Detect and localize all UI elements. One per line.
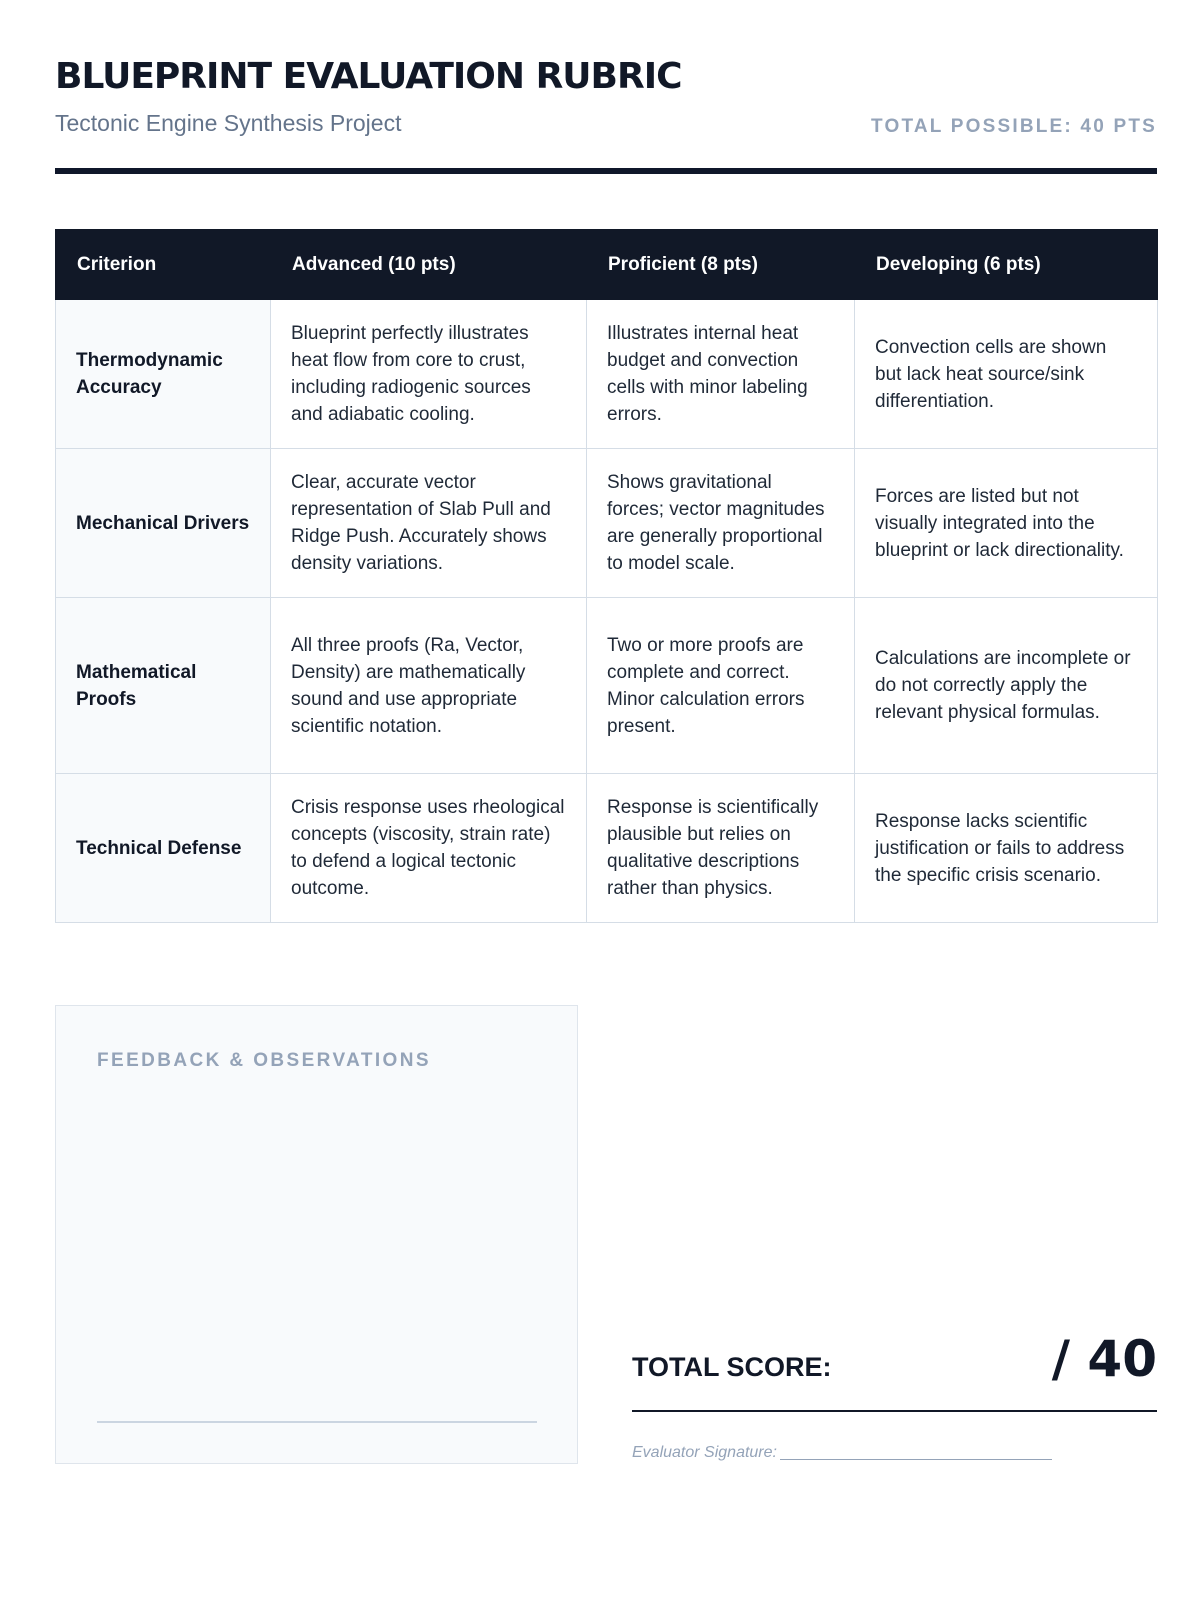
table-row bbox=[56, 598, 1158, 774]
proficient-cell: Two or more proofs are complete and correct. Minor calculation errors present. bbox=[587, 598, 855, 774]
column-header-developing: Developing (6 pts) bbox=[855, 230, 1158, 300]
table-header-row bbox=[56, 230, 1158, 300]
developing-cell: Forces are listed but not visually integrated into the blueprint or lack directionality. bbox=[855, 449, 1158, 598]
evaluator-signature bbox=[632, 1444, 1052, 1462]
total-score-line[interactable] bbox=[632, 1410, 1157, 1412]
criterion-cell: Thermodynamic Accuracy bbox=[56, 300, 271, 449]
column-header-criterion: Criterion bbox=[56, 230, 271, 300]
advanced-cell: Blueprint perfectly illustrates heat flow from core to crust, including radiogenic sources and adiabatic cooling. bbox=[271, 300, 587, 449]
advanced-cell: All three proofs (Ra, Vector, Density) are mathematically sound and use appropriate scientific notation. bbox=[271, 598, 587, 774]
page-subtitle: Tectonic Engine Synthesis Project bbox=[55, 110, 402, 136]
column-header-advanced: Advanced (10 pts) bbox=[271, 230, 587, 300]
feedback-box[interactable] bbox=[55, 1005, 578, 1464]
rubric-page bbox=[55, 0, 1157, 1600]
proficient-cell: Shows gravitational forces; vector magnitudes are generally proportional to model scale. bbox=[587, 449, 855, 598]
signature-line[interactable] bbox=[780, 1459, 1052, 1460]
proficient-cell: Response is scientifically plausible but relies on qualitative descriptions rather than physics. bbox=[587, 774, 855, 923]
criterion-cell: Technical Defense bbox=[56, 774, 271, 923]
developing-cell: Calculations are incomplete or do not correctly apply the relevant physical formulas. bbox=[855, 598, 1158, 774]
criterion-cell: Mechanical Drivers bbox=[56, 449, 271, 598]
page-header bbox=[55, 56, 1157, 176]
proficient-cell: Illustrates internal heat budget and convection cells with minor labeling errors. bbox=[587, 300, 855, 449]
header-divider bbox=[55, 168, 1157, 174]
feedback-title: FEEDBACK & OBSERVATIONS bbox=[97, 1050, 431, 1071]
table-row bbox=[56, 774, 1158, 923]
feedback-write-line bbox=[97, 1421, 537, 1423]
signature-label: Evaluator Signature: bbox=[632, 1444, 777, 1461]
total-score-max: / 40 bbox=[1051, 1330, 1157, 1388]
criterion-cell: Mathematical Proofs bbox=[56, 598, 271, 774]
total-score-block bbox=[632, 1330, 1157, 1480]
total-score-label: TOTAL SCORE: bbox=[632, 1352, 832, 1382]
developing-cell: Response lacks scientific justification or fails to address the specific crisis scenario. bbox=[855, 774, 1158, 923]
advanced-cell: Clear, accurate vector representation of Slab Pull and Ridge Push. Accurately shows density variations. bbox=[271, 449, 587, 598]
rubric-table bbox=[55, 229, 1158, 923]
column-header-proficient: Proficient (8 pts) bbox=[587, 230, 855, 300]
table-row bbox=[56, 300, 1158, 449]
page-title: BLUEPRINT EVALUATION RUBRIC bbox=[55, 56, 682, 97]
total-possible-label: TOTAL POSSIBLE: 40 PTS bbox=[871, 116, 1157, 137]
table-row bbox=[56, 449, 1158, 598]
developing-cell: Convection cells are shown but lack heat source/sink differentiation. bbox=[855, 300, 1158, 449]
advanced-cell: Crisis response uses rheological concepts (viscosity, strain rate) to defend a logical tectonic outcome. bbox=[271, 774, 587, 923]
